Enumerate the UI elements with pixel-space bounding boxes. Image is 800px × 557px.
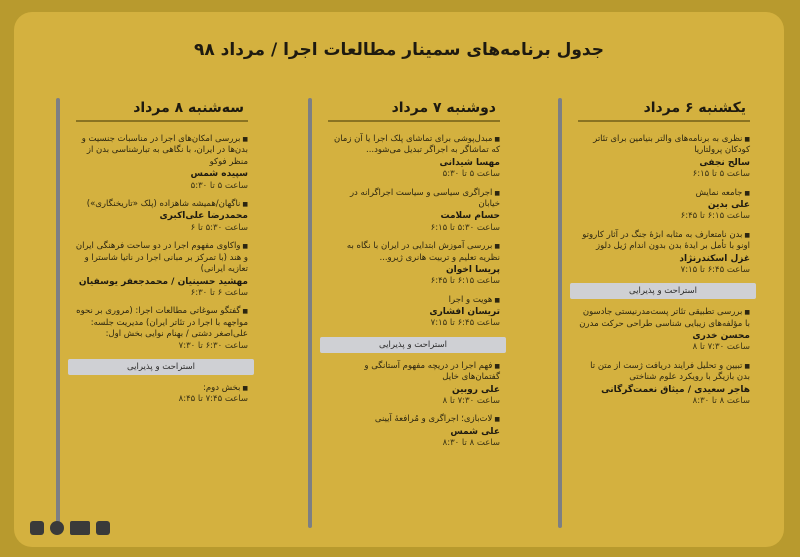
session-title: ■ مبدل‌پوشی برای تماشای پلک اجرا یا آن زمان که تماشاگر به اجراگر تبدیل می‌شود...	[326, 134, 500, 157]
column-tuesday	[44, 98, 262, 538]
page-title: جدول برنامه‌های سمینار مطالعات اجرا / مرداد ۹۸	[193, 40, 605, 60]
session-item	[74, 383, 248, 406]
session-speaker: علی روبین	[452, 384, 500, 395]
break-label: استراحت و پذیرایی	[320, 337, 506, 353]
session-speaker: علی بدین	[707, 200, 750, 211]
session-speaker: سپیده شمس	[190, 169, 248, 180]
column-monday	[296, 98, 514, 538]
session-title: ■ لات‌بازی؛ اجراگری و مُرافعهٔ آیینی	[326, 414, 500, 425]
session-time: ساعت ۵:۳۰ تا ۶	[190, 222, 248, 233]
session-time: ساعت ۶:۴۵ تا ۷:۱۵	[430, 318, 500, 329]
session-time: ساعت ۵ تا ۶:۱۵	[692, 169, 750, 180]
session-speaker: پریسا اخوان	[445, 265, 500, 276]
session-item	[326, 188, 500, 235]
session-title: ■ بخش دوم:	[74, 383, 248, 394]
session-list	[74, 134, 248, 413]
session-title: ■ واکاوی مفهوم اجرا در دو ساحت فرهنگی ایران و هند (با تمرکز بر مبانی اجرا در ناتیا شاسترا و تعازیه ایرانی)	[74, 241, 248, 275]
logo-icon	[70, 521, 90, 535]
session-time: ساعت ۸ تا ۸:۳۰	[442, 437, 500, 448]
session-title: ■ بررسی آموزش ابتدایی در ایران با نگاه به نظریه تعلیم و تربیت هانری ژیرو...	[326, 241, 500, 264]
session-time: ساعت ۷:۴۵ تا ۸:۴۵	[178, 394, 248, 405]
session-title: ■ فهم اجرا در دریچه مفهوم آستانگی و گفتمان‌های خایل	[326, 361, 500, 384]
session-item	[74, 306, 248, 352]
session-time: ساعت ۶:۴۵ تا ۷:۱۵	[680, 264, 750, 275]
session-speaker: محسن خدری	[692, 331, 750, 342]
day-heading: سه‌شنبه ۸ مرداد	[133, 100, 244, 116]
session-speaker: علی شمس	[450, 426, 500, 437]
session-time: ساعت ۷:۳۰ تا ۸	[442, 395, 500, 406]
session-item	[326, 295, 500, 330]
break-label: استراحت و پذیرایی	[570, 283, 756, 299]
session-title: ■ هویت و اجرا	[326, 295, 500, 306]
logo-icon	[96, 521, 110, 535]
day-heading: یکشنبه ۶ مرداد	[643, 100, 746, 116]
session-item	[74, 134, 248, 192]
session-speaker: غزل اسکندرنژاد	[679, 253, 750, 264]
session-title: ■ بررسی امکان‌های اجرا در مناسبات جنسیت و بدن‌ها در ایران، با نگاهی به تبارشناسی بدن از منظر فوکو	[74, 134, 248, 168]
sponsor-logos	[30, 521, 110, 535]
session-speaker: مهشید حسینیان / محمدجعفر یوسفیان	[78, 276, 248, 287]
session-time: ساعت ۶:۱۵ تا ۶:۴۵	[680, 211, 750, 222]
session-time: ساعت ۵ تا ۵:۳۰	[190, 180, 248, 191]
session-item	[326, 361, 500, 408]
session-time: ساعت ۸ تا ۸:۳۰	[692, 395, 750, 406]
column-sunday	[546, 98, 764, 538]
session-title: ■ نظری به برنامه‌های والتر بنیامین برای تئاتر کودکان پرولتاریا	[576, 134, 750, 157]
session-item	[326, 241, 500, 288]
session-item	[74, 241, 248, 299]
session-item	[326, 414, 500, 449]
session-item	[576, 361, 750, 408]
session-speaker: مهسا شیدانی	[439, 157, 500, 168]
logo-icon	[50, 521, 64, 535]
session-title: ■ تبیین و تحلیل فرایند دریافت ژست از متن تا بدن بازیگر با رویکرد علوم شناختی	[576, 361, 750, 384]
session-item	[326, 134, 500, 181]
session-title: ■ گفتگو سوغاتی مطالعات اجرا: (مروری بر نحوه مواجهه با اجرا در تئاتر ایران) مدیریت جلسه: علی‌اصغر دشتی / بهنام نوایی بخش اول:	[74, 306, 248, 340]
session-speaker: محمدرضا علی‌اکبری	[159, 211, 248, 222]
session-time: ساعت ۵:۳۰ تا ۶:۱۵	[430, 222, 500, 233]
session-time: ساعت ۶ تا ۶:۳۰	[190, 287, 248, 298]
session-speaker: حسام سلامت	[440, 211, 500, 222]
session-title: ■ بدن نامتعارف به مثابه ابژهٔ جنگ در آثار کاروتو اونو با تأمل بر ایدهٔ بدن بدون اندام ژیل دلوز	[576, 230, 750, 253]
session-speaker: تریسان افشاری	[429, 307, 500, 318]
session-time: ساعت ۵ تا ۵:۳۰	[442, 169, 500, 180]
day-heading: دوشنبه ۷ مرداد	[391, 100, 496, 116]
session-item	[576, 188, 750, 223]
session-item	[576, 230, 750, 277]
session-time: ساعت ۶:۱۵ تا ۶:۴۵	[430, 276, 500, 287]
session-time: ساعت ۶:۳۰ تا ۷:۳۰	[178, 340, 248, 351]
column-divider	[558, 98, 562, 528]
poster	[14, 12, 784, 547]
session-item	[576, 307, 750, 354]
session-speaker: سالح نجفی	[699, 157, 750, 168]
session-title: ■ جامعه نمایش	[576, 188, 750, 199]
break-label: استراحت و پذیرایی	[68, 359, 254, 375]
session-title: ■ بررسی تطبیقی تئاتر پست‌مدرنیستی جادسون با مؤلفه‌های زیبایی شناسی طراحی حرکت مدرن	[576, 307, 750, 330]
logo-icon	[30, 521, 44, 535]
session-item	[74, 199, 248, 234]
session-title: ■ ناگهان/همیشه شاهزاده (پلک «تاریخنگاری»)	[74, 199, 248, 210]
session-title: ■ اجراگری سیاسی و سیاست اجراگرانه در خیابان	[326, 188, 500, 211]
session-list	[576, 134, 750, 414]
column-divider	[56, 98, 60, 528]
session-list	[326, 134, 500, 456]
column-divider	[308, 98, 312, 528]
session-item	[576, 134, 750, 181]
session-time: ساعت ۷:۳۰ تا ۸	[692, 342, 750, 353]
session-speaker: هاجر سعیدی / میثاق نعمت‌گرگانی	[601, 384, 750, 395]
